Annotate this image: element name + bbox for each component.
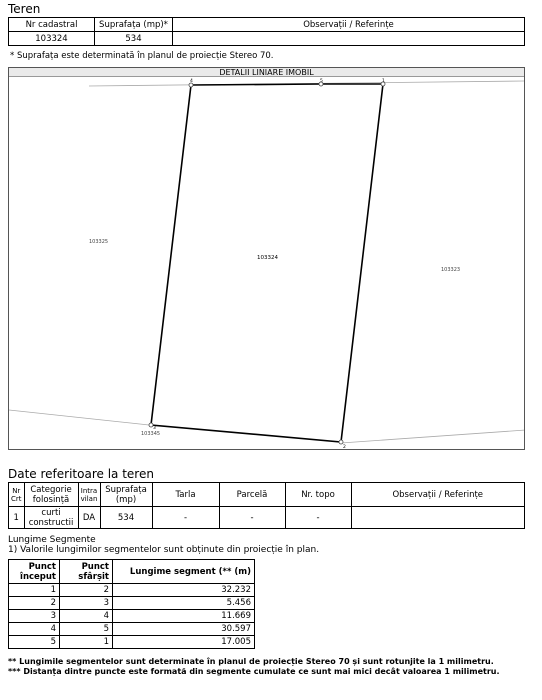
teren-table: [8, 17, 525, 46]
parcel-map: [9, 77, 525, 450]
col-tarla: Tarla: [152, 483, 219, 507]
cell-lungime: 17.005: [113, 636, 255, 649]
segmente-note-2: *** Distanța dintre puncte este formată din segmente cumulate ce sunt mai mici decât valoarea 1 milimetru.: [8, 667, 500, 676]
cell-lungime: 11.669: [113, 610, 255, 623]
col-observatii: Observații / Referințe: [173, 18, 525, 32]
cell-tarla: -: [152, 507, 219, 529]
table-row: [9, 610, 255, 623]
parcel-label-right: 103323: [441, 267, 461, 273]
col-nr-topo: Nr. topo: [285, 483, 351, 507]
cell-lungime: 30.597: [113, 623, 255, 636]
cell-nr-topo: -: [285, 507, 351, 529]
cell-sfarsit: 1: [60, 636, 113, 649]
col-intravilan: Intra vilan: [78, 483, 100, 507]
vertex-label: 4: [190, 79, 193, 84]
cell-lungime: 5.456: [113, 597, 255, 610]
section-title-date-ref: Date referitoare la teren: [8, 467, 154, 481]
parcel-label-left: 103325: [89, 239, 109, 245]
col-punct-sfarsit: Punct sfârșit: [60, 560, 113, 584]
cell-nr-cadastral: 103324: [9, 32, 95, 46]
cell-inceput: 5: [9, 636, 60, 649]
segmente-table: [8, 559, 255, 649]
cell-inceput: 1: [9, 584, 60, 597]
col-punct-inceput: Punct început: [9, 560, 60, 584]
section-title-teren: Teren: [8, 2, 41, 16]
table-header-row: [9, 560, 255, 584]
date-ref-table: [8, 482, 525, 529]
cell-inceput: 2: [9, 597, 60, 610]
segmente-note-1: ** Lungimile segmentelor sunt determinate în planul de proiecție Stereo 70 și sunt rotunjite la 1 milimetru.: [8, 657, 494, 666]
cell-inceput: 4: [9, 623, 60, 636]
cell-suprafata: 534: [95, 32, 173, 46]
cell-sfarsit: 4: [60, 610, 113, 623]
cell-lungime: 32.232: [113, 584, 255, 597]
segmente-subtitle: 1) Valorile lungimilor segmentelor sunt obținute din proiecție în plan.: [8, 545, 320, 555]
neighbor-boundary-bottom-left: [9, 410, 149, 425]
vertex-label: 2: [343, 445, 346, 450]
table-header-row: [9, 18, 525, 32]
table-row: [9, 597, 255, 610]
table-row: [9, 584, 255, 597]
col-suprafata: Suprafața (mp)*: [95, 18, 173, 32]
map-panel: [8, 67, 525, 450]
cell-nr-crt: 1: [9, 507, 25, 529]
cell-sfarsit: 2: [60, 584, 113, 597]
table-row: [9, 507, 525, 529]
neighbor-boundary-bottom-right: [341, 430, 525, 443]
cell-observatii: [173, 32, 525, 46]
table-row: [9, 623, 255, 636]
parcel-label-main: 103324: [257, 255, 278, 261]
col-categorie: Categorie folosință: [24, 483, 78, 507]
vertex-label: 5: [320, 79, 323, 84]
teren-note: * Suprafața este determinată în planul de proiecție Stereo 70.: [10, 51, 274, 61]
cell-intravilan: DA: [78, 507, 100, 529]
col-nr-cadastral: Nr cadastral: [9, 18, 95, 32]
col-nr-crt: Nr Crt: [9, 483, 25, 507]
table-header-row: [9, 483, 525, 507]
parcel-polygon: [151, 84, 383, 442]
cell-categorie: curti constructii: [24, 507, 78, 529]
cell-sfarsit: 3: [60, 597, 113, 610]
vertex-label: 1: [382, 79, 385, 84]
col-parcela: Parcelă: [219, 483, 285, 507]
cell-inceput: 3: [9, 610, 60, 623]
cell-sfarsit: 5: [60, 623, 113, 636]
vertex-marker: [339, 440, 343, 444]
section-title-segmente: Lungime Segmente: [8, 535, 96, 545]
table-row: [9, 636, 255, 649]
table-row: [9, 32, 525, 46]
cell-observatii: [351, 507, 524, 529]
col-lungime: Lungime segment (** (m): [113, 560, 255, 584]
col-observatii: Observații / Referințe: [351, 483, 524, 507]
col-suprafata: Suprafața (mp): [100, 483, 152, 507]
parcel-label-bottom: 103345: [141, 431, 161, 437]
cell-parcela: -: [219, 507, 285, 529]
vertex-label: 3: [153, 426, 156, 431]
cell-suprafata: 534: [100, 507, 152, 529]
map-header: DETALII LINIARE IMOBIL: [9, 68, 524, 77]
